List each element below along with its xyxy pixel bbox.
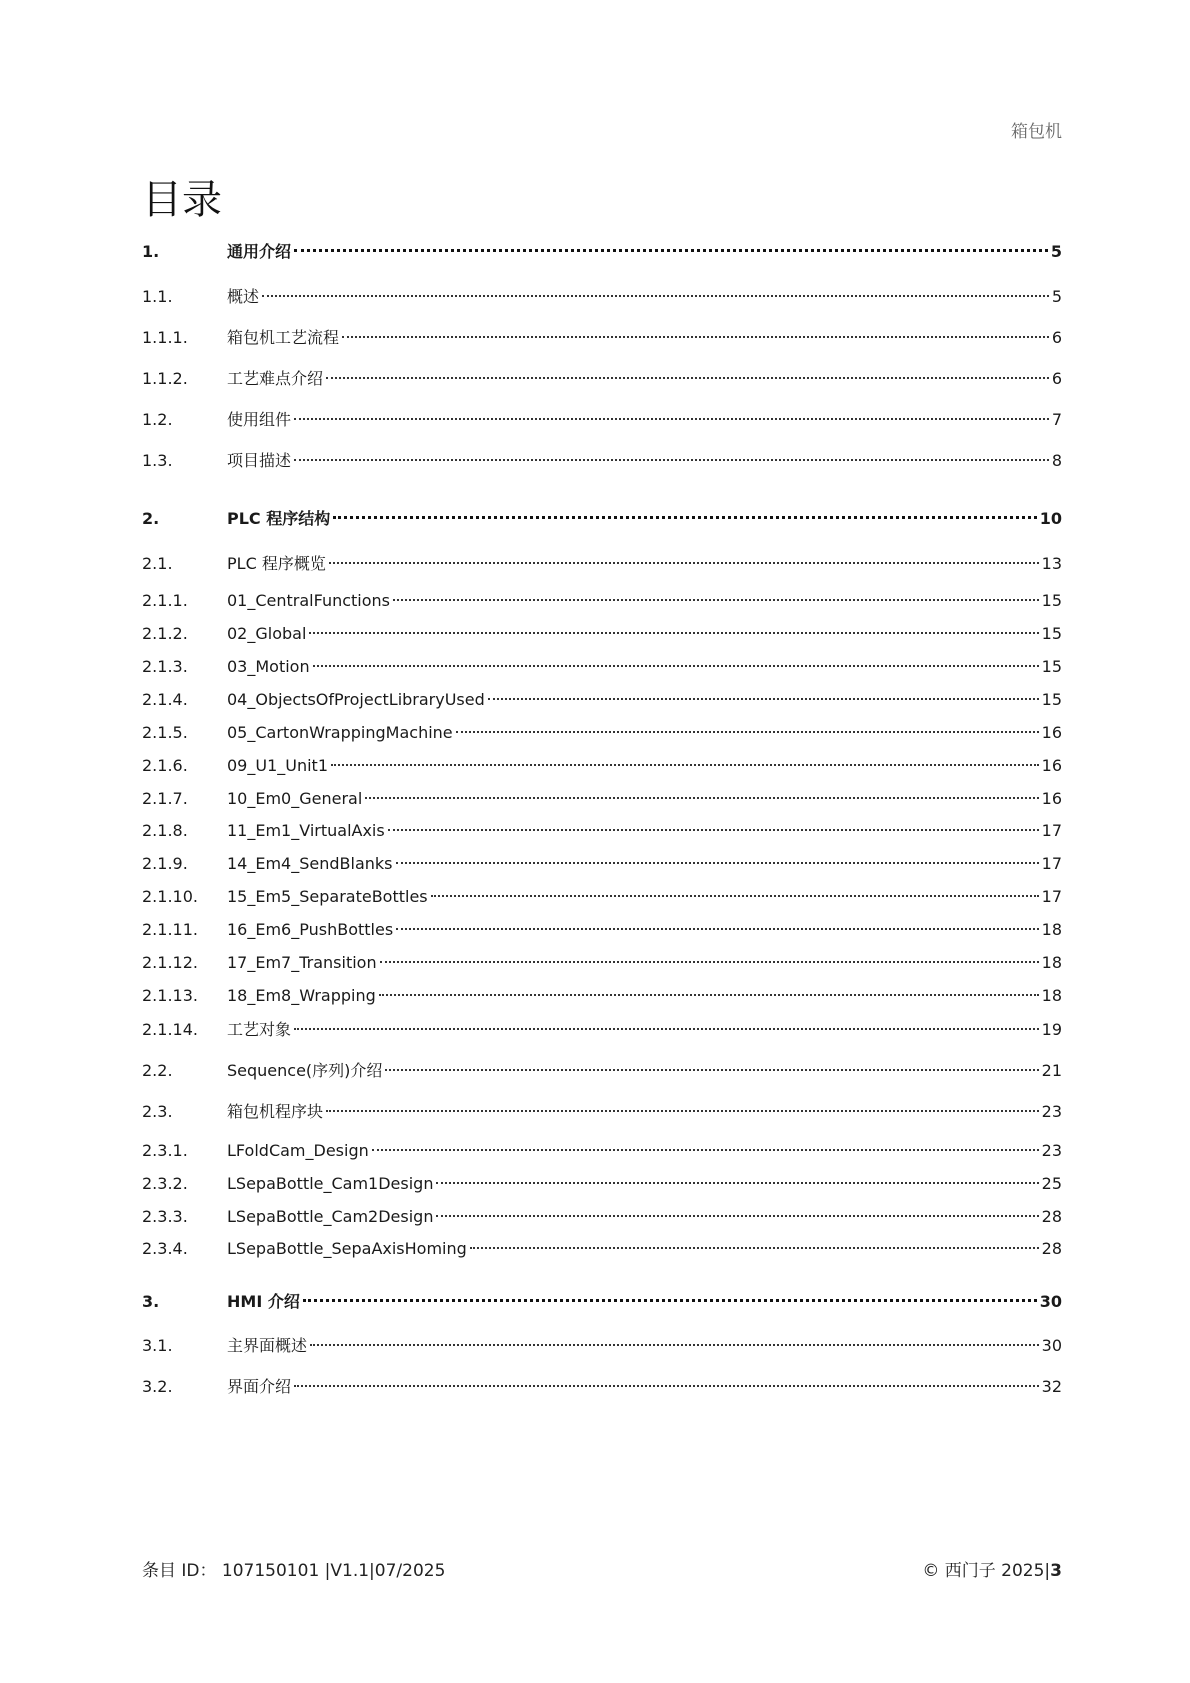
toc-entry-page: 7 bbox=[1051, 410, 1062, 429]
toc-dot-leader bbox=[329, 562, 1039, 564]
toc-dot-leader bbox=[313, 665, 1039, 667]
toc-entry[interactable] bbox=[142, 819, 1062, 843]
toc-entry[interactable] bbox=[142, 240, 1062, 264]
toc-entry-title: 17_Em7_Transition bbox=[227, 953, 377, 972]
toc-entry-page: 28 bbox=[1041, 1207, 1062, 1226]
toc-entry-title: LSepaBottle_Cam2Design bbox=[227, 1207, 434, 1226]
toc-entry-title: 箱包机程序块 bbox=[227, 1102, 324, 1121]
toc-dot-leader bbox=[385, 1069, 1038, 1071]
toc-dot-leader bbox=[294, 249, 1048, 252]
toc-entry-page: 17 bbox=[1041, 821, 1062, 840]
toc-entry-title: 02_Global bbox=[227, 624, 307, 643]
toc-entry-number: 2.1.9. bbox=[142, 854, 188, 873]
toc-entry-number: 2.1.1. bbox=[142, 591, 188, 610]
toc-entry-number: 2.1. bbox=[142, 554, 173, 573]
footer-entry-id: 条目 ID： 107150101 |V1.1|07/2025 bbox=[142, 1561, 446, 1581]
toc-entry-number: 2.3. bbox=[142, 1102, 173, 1121]
toc-dot-leader bbox=[262, 295, 1049, 297]
toc-entry-number: 1.3. bbox=[142, 451, 173, 470]
toc-entry-number: 2.1.13. bbox=[142, 986, 198, 1005]
toc-entry-title: LFoldCam_Design bbox=[227, 1141, 369, 1160]
toc-entry-number: 1.1. bbox=[142, 287, 173, 306]
footer-copyright-text: © 西门子 2025| bbox=[922, 1561, 1051, 1581]
toc-dot-leader bbox=[431, 895, 1039, 897]
toc-entry-title: 18_Em8_Wrapping bbox=[227, 986, 376, 1005]
toc-entry-page: 15 bbox=[1041, 657, 1062, 676]
toc-dot-leader bbox=[310, 1344, 1039, 1346]
toc-entry-page: 25 bbox=[1041, 1174, 1062, 1193]
toc-dot-leader bbox=[396, 862, 1039, 864]
toc-dot-leader bbox=[456, 731, 1039, 733]
toc-dot-leader bbox=[342, 336, 1049, 338]
toc-entry[interactable] bbox=[142, 721, 1062, 745]
toc-entry-title: 14_Em4_SendBlanks bbox=[227, 854, 393, 873]
toc-entry-title: PLC 程序结构 bbox=[227, 509, 331, 528]
toc-entry-number: 3. bbox=[142, 1292, 160, 1311]
toc-entry[interactable] bbox=[142, 951, 1062, 975]
toc-entry-page: 15 bbox=[1041, 690, 1062, 709]
toc-entry-number: 2.1.6. bbox=[142, 756, 188, 775]
toc-entry-number: 2. bbox=[142, 509, 160, 528]
toc-entry-page: 30 bbox=[1039, 1292, 1062, 1311]
footer-page-number: 3 bbox=[1050, 1561, 1062, 1581]
toc-dot-leader bbox=[365, 797, 1038, 799]
toc-dot-leader bbox=[294, 418, 1049, 420]
toc-entry[interactable] bbox=[142, 589, 1062, 613]
toc-dot-leader bbox=[309, 632, 1038, 634]
toc-entry-title: 概述 bbox=[227, 287, 260, 306]
toc-entry-page: 13 bbox=[1041, 554, 1062, 573]
toc-entry-page: 16 bbox=[1041, 723, 1062, 742]
toc-entry[interactable] bbox=[142, 1290, 1062, 1314]
toc-dot-leader bbox=[294, 1385, 1039, 1387]
toc-entry-page: 10 bbox=[1039, 509, 1062, 528]
toc-entry[interactable] bbox=[142, 408, 1062, 432]
toc-entry-number: 2.3.3. bbox=[142, 1207, 188, 1226]
toc-entry-page: 18 bbox=[1041, 920, 1062, 939]
toc-dot-leader bbox=[326, 1110, 1039, 1112]
toc-entry-title: LSepaBottle_Cam1Design bbox=[227, 1174, 434, 1193]
toc-dot-leader bbox=[470, 1247, 1039, 1249]
toc-entry-number: 1.2. bbox=[142, 410, 173, 429]
toc-entry-title: 03_Motion bbox=[227, 657, 310, 676]
toc-entry[interactable] bbox=[142, 885, 1062, 909]
toc-entry-page: 21 bbox=[1041, 1061, 1062, 1080]
toc-entry-number: 2.3.1. bbox=[142, 1141, 188, 1160]
page-title: 目录 bbox=[142, 177, 222, 223]
toc-entry-number: 2.1.11. bbox=[142, 920, 198, 939]
toc-entry-number: 2.1.8. bbox=[142, 821, 188, 840]
toc-entry[interactable] bbox=[142, 918, 1062, 942]
toc-entry[interactable] bbox=[142, 984, 1062, 1008]
toc-entry[interactable] bbox=[142, 1375, 1062, 1399]
toc-entry[interactable] bbox=[142, 1059, 1062, 1083]
toc-entry-page: 23 bbox=[1041, 1102, 1062, 1121]
toc-entry[interactable] bbox=[142, 1237, 1062, 1261]
toc-entry-page: 6 bbox=[1051, 369, 1062, 388]
toc-entry-number: 2.1.4. bbox=[142, 690, 188, 709]
toc-entry[interactable] bbox=[142, 1018, 1062, 1042]
toc-entry-number: 2.1.2. bbox=[142, 624, 188, 643]
toc-entry-page: 23 bbox=[1041, 1141, 1062, 1160]
toc-entry-title: PLC 程序概览 bbox=[227, 554, 326, 573]
toc-entry-number: 3.1. bbox=[142, 1336, 173, 1355]
toc-entry-title: 工艺对象 bbox=[227, 1020, 292, 1039]
toc-entry[interactable] bbox=[142, 1100, 1062, 1124]
toc-entry-page: 15 bbox=[1041, 591, 1062, 610]
toc-entry-title: LSepaBottle_SepaAxisHoming bbox=[227, 1239, 467, 1258]
toc-entry[interactable] bbox=[142, 507, 1062, 531]
toc-entry-page: 8 bbox=[1051, 451, 1062, 470]
toc-entry-number: 2.1.12. bbox=[142, 953, 198, 972]
toc-dot-leader bbox=[488, 698, 1039, 700]
toc-entry-number: 1.1.2. bbox=[142, 369, 188, 388]
toc-entry-number: 2.1.10. bbox=[142, 887, 198, 906]
toc-entry-title: 箱包机工艺流程 bbox=[227, 328, 340, 347]
toc-entry-page: 5 bbox=[1050, 242, 1062, 261]
toc-entry[interactable] bbox=[142, 449, 1062, 473]
running-header: 箱包机 bbox=[1011, 122, 1062, 142]
toc-entry[interactable] bbox=[142, 852, 1062, 876]
toc-entry-number: 2.1.5. bbox=[142, 723, 188, 742]
toc-entry-page: 17 bbox=[1041, 887, 1062, 906]
toc-dot-leader bbox=[294, 1028, 1039, 1030]
toc-entry-title: 05_CartonWrappingMachine bbox=[227, 723, 453, 742]
toc-entry-number: 2.2. bbox=[142, 1061, 173, 1080]
toc-dot-leader bbox=[372, 1149, 1039, 1151]
toc-entry[interactable] bbox=[142, 688, 1062, 712]
toc-entry-page: 16 bbox=[1041, 789, 1062, 808]
toc-entry-number: 2.1.3. bbox=[142, 657, 188, 676]
toc-entry[interactable] bbox=[142, 655, 1062, 679]
toc-dot-leader bbox=[436, 1215, 1038, 1217]
toc-entry-page: 16 bbox=[1041, 756, 1062, 775]
toc-entry-title: 主界面概述 bbox=[227, 1336, 308, 1355]
toc-entry-number: 1. bbox=[142, 242, 160, 261]
toc-dot-leader bbox=[380, 961, 1039, 963]
toc-entry-title: 项目描述 bbox=[227, 451, 292, 470]
toc-entry-title: 09_U1_Unit1 bbox=[227, 756, 328, 775]
toc-dot-leader bbox=[388, 829, 1039, 831]
toc-entry-title: 10_Em0_General bbox=[227, 789, 363, 808]
toc-entry[interactable] bbox=[142, 285, 1062, 309]
toc-entry-page: 17 bbox=[1041, 854, 1062, 873]
toc-dot-leader bbox=[333, 516, 1036, 519]
toc-entry[interactable] bbox=[142, 1205, 1062, 1229]
toc-dot-leader bbox=[331, 764, 1039, 766]
toc-entry-number: 2.1.14. bbox=[142, 1020, 198, 1039]
toc-entry-number: 3.2. bbox=[142, 1377, 173, 1396]
toc-entry-title: 工艺难点介绍 bbox=[227, 369, 324, 388]
toc-entry-title: 使用组件 bbox=[227, 410, 292, 429]
toc-entry-title: Sequence(序列)介绍 bbox=[227, 1061, 383, 1080]
toc-entry-page: 32 bbox=[1041, 1377, 1062, 1396]
toc-entry[interactable] bbox=[142, 326, 1062, 350]
toc-entry-number: 2.1.7. bbox=[142, 789, 188, 808]
toc-entry[interactable] bbox=[142, 367, 1062, 391]
toc-entry-title: 15_Em5_SeparateBottles bbox=[227, 887, 428, 906]
toc-entry-title: 界面介绍 bbox=[227, 1377, 292, 1396]
toc-entry-page: 15 bbox=[1041, 624, 1062, 643]
toc-entry-number: 2.3.4. bbox=[142, 1239, 188, 1258]
toc-entry[interactable] bbox=[142, 787, 1062, 811]
footer-copyright bbox=[922, 1556, 1062, 1581]
toc-entry-title: 01_CentralFunctions bbox=[227, 591, 391, 610]
toc-entry-number: 1.1.1. bbox=[142, 328, 188, 347]
toc-entry-page: 28 bbox=[1041, 1239, 1062, 1258]
toc-dot-leader bbox=[303, 1299, 1037, 1302]
toc-entry[interactable] bbox=[142, 1334, 1062, 1358]
toc-entry-page: 5 bbox=[1051, 287, 1062, 306]
toc-entry[interactable] bbox=[142, 1139, 1062, 1163]
toc-entry-page: 30 bbox=[1041, 1336, 1062, 1355]
toc-entry-page: 18 bbox=[1041, 953, 1062, 972]
toc-entry-title: 通用介绍 bbox=[227, 242, 292, 261]
toc-entry-title: 04_ObjectsOfProjectLibraryUsed bbox=[227, 690, 485, 709]
toc-dot-leader bbox=[393, 599, 1039, 601]
toc-entry-title: 16_Em6_PushBottles bbox=[227, 920, 394, 939]
toc-entry-title: HMI 介绍 bbox=[227, 1292, 300, 1311]
toc-entry[interactable] bbox=[142, 754, 1062, 778]
toc-entry-page: 19 bbox=[1041, 1020, 1062, 1039]
toc-entry[interactable] bbox=[142, 552, 1062, 576]
toc-entry[interactable] bbox=[142, 622, 1062, 646]
toc-dot-leader bbox=[379, 994, 1039, 996]
toc-dot-leader bbox=[436, 1182, 1038, 1184]
toc-entry-title: 11_Em1_VirtualAxis bbox=[227, 821, 385, 840]
toc-entry-number: 2.3.2. bbox=[142, 1174, 188, 1193]
toc-dot-leader bbox=[294, 459, 1049, 461]
toc-entry[interactable] bbox=[142, 1172, 1062, 1196]
toc-dot-leader bbox=[326, 377, 1049, 379]
toc-entry-page: 6 bbox=[1051, 328, 1062, 347]
toc-entry-page: 18 bbox=[1041, 986, 1062, 1005]
toc-dot-leader bbox=[396, 928, 1038, 930]
